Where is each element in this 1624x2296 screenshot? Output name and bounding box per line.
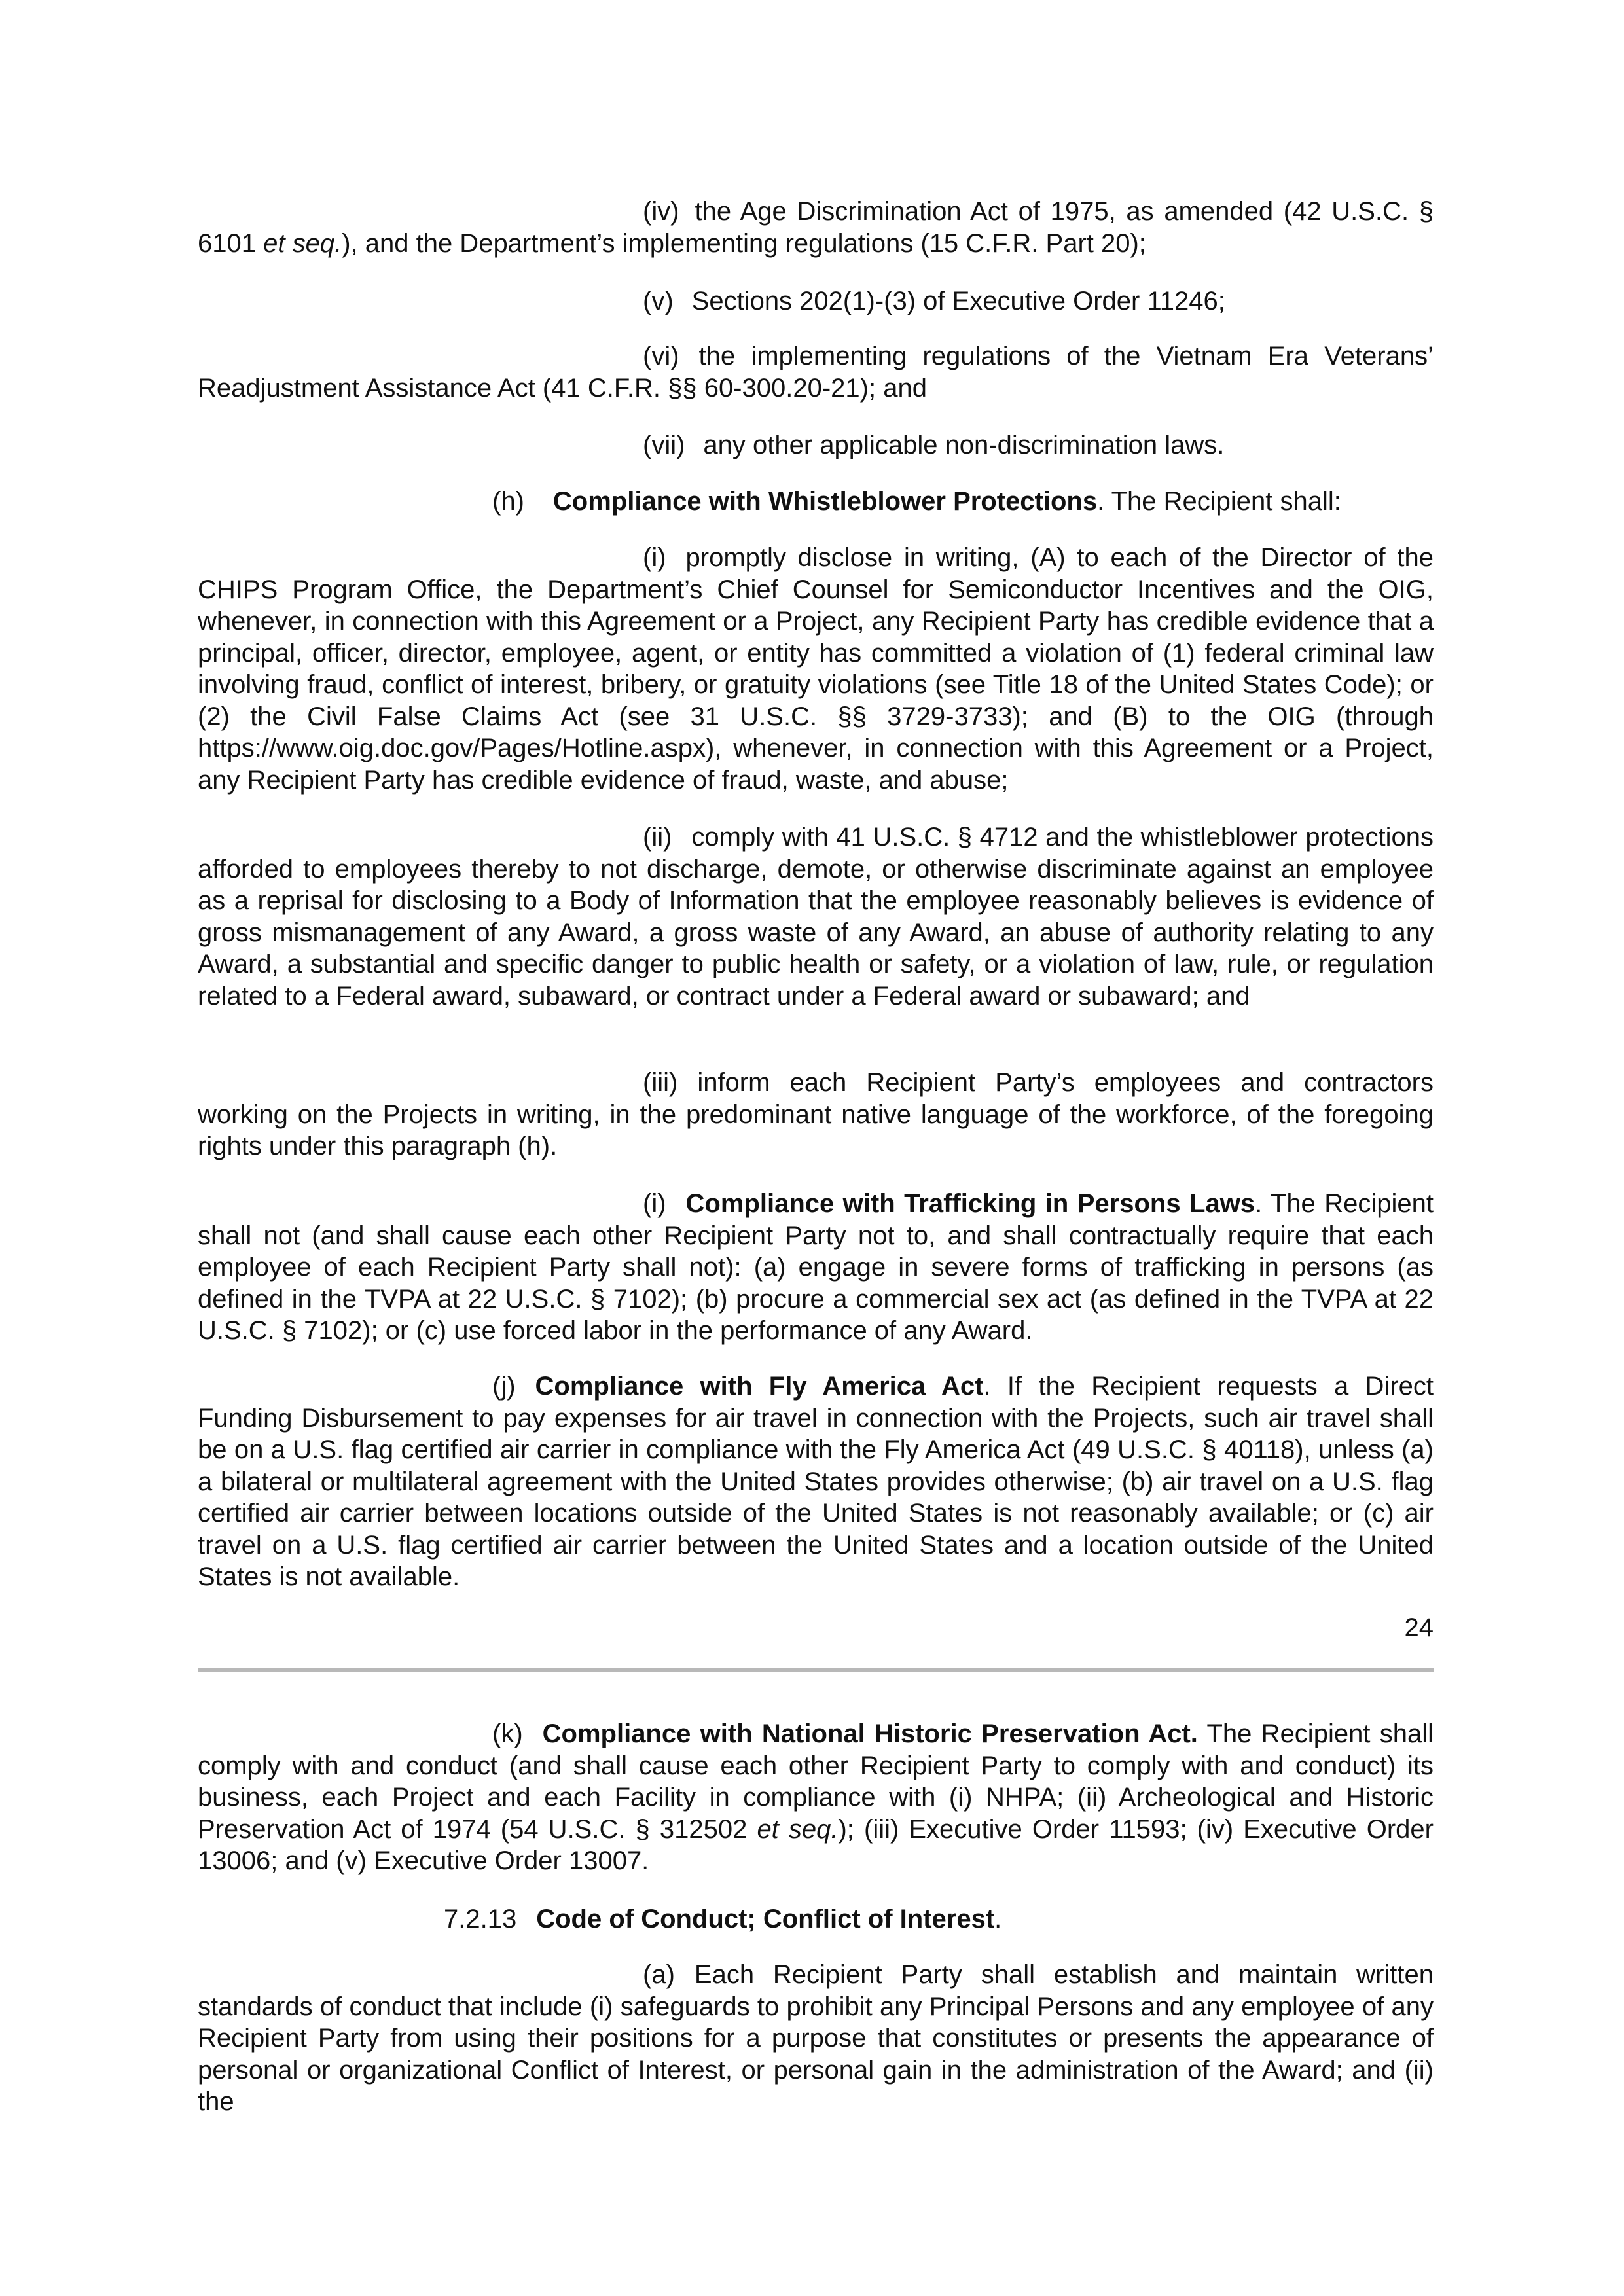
- paragraph-vi: [198, 340, 1434, 404]
- paragraph-h-i: [198, 542, 1434, 796]
- clause-number: (v): [643, 287, 674, 315]
- section-heading: Compliance with National Historic Preservation Act.: [542, 1719, 1198, 1748]
- section-heading: Code of Conduct; Conflict of Interest: [536, 1905, 995, 1933]
- page-divider: [198, 1668, 1434, 1672]
- clause-text: ); (iii) Executive Order 11593; (iv) Executive Order 13006; and (v) Executive Order 13007.: [198, 1814, 1434, 1875]
- clause-text: . If the Recipient requests a Direct Funding Disbursement to pay expenses for air travel in connection with the Projects, such air travel shall be on a U.S. flag certified air carrier in compliance with the Fly America Act (49 U.S.C. § 40118), unless (a) a bilateral or multilateral agreement with the United States provides otherwise; (b) air travel on a U.S. flag certified air carrier between locations outside of the United States is not reasonably available; or (c) air travel on a U.S. flag certified air carrier between the United States and a location outside of the United States is not available.: [198, 1372, 1434, 1591]
- clause-text: comply with 41 U.S.C. § 4712 and the whistleblower protections afforded to employees thereby to not discharge, demote, or otherwise discriminate against an employee as a reprisal for disclosing to a Body of Information that the employee reasonably believes is evidence of gross mismanagement of any Award, a gross waste of any Award, an abuse of authority relating to any Award, a substantial and specific danger to public health or safety, or a violation of law, rule, or regulation related to a Federal award, subaward, or contract under a Federal award or subaward; and: [198, 823, 1434, 1011]
- clause-text: promptly disclose in writing, (A) to each of the Director of the CHIPS Program Office, the Department’s Chief Counsel for Semiconductor Incentives and the OIG, whenever, in connection with this Agreement or a Project, any Recipient Party has credible evidence that a principal, officer, director, employee, agent, or entity has committed a violation of (1) federal criminal law involving fraud, conflict of interest, bribery, or gratuity violations (see Title 18 of the United States Code); or (2) the Civil False Claims Act (see 31 U.S.C. §§ 3729-3733); and (B) to the OIG (through https://www.oig.doc.gov/Pages/Hotline.aspx), whenever, in connection with this Agreement or a Project, any Recipient Party has credible evidence of fraud, waste, and abuse;: [198, 543, 1434, 795]
- section-7-2-13: [444, 1903, 1001, 1935]
- paragraph-h-ii: [198, 821, 1434, 1012]
- clause-text: . The Recipient shall not (and shall cause each other Recipient Party not to, and shall contractually require that each employee of each Recipient Party shall not): (a) engage in severe forms of trafficking in persons (as defined in the TVPA at 22 U.S.C. § 7102); (b) procure a commercial sex act (as defined in the TVPA at 22 U.S.C. § 7102); or (c) use forced labor in the performance of any Award.: [198, 1189, 1434, 1345]
- clause-number: (i): [643, 543, 666, 572]
- clause-number: (vi): [643, 342, 679, 370]
- clause-text: ), and the Department’s implementing regulations (15 C.F.R. Part 20);: [342, 228, 1146, 258]
- italic-text: et seq.: [263, 228, 342, 258]
- clause-text: . The Recipient shall:: [1097, 487, 1341, 516]
- paragraph-a: [198, 1959, 1434, 2118]
- clause-text: The Recipient shall comply with and conduct (and shall cause each other Recipient Party to comply with and conduct) its business, each Project and each Facility in compliance with (i) NHPA; (ii) Archeological and Historic Preservation Act of 1974 (54 U.S.C. § 312502: [198, 1719, 1434, 1844]
- clause-text: the Age Discrimination Act of 1975, as amended (42 U.S.C. § 6101: [198, 197, 1434, 258]
- paragraph-j: [198, 1371, 1434, 1593]
- section-heading: Compliance with Fly America Act: [535, 1372, 984, 1401]
- clause-number: (iv): [643, 197, 679, 226]
- paragraph-h-iii: [198, 1067, 1434, 1162]
- page-number: 24: [1404, 1613, 1434, 1642]
- clause-text: inform each Recipient Party’s employees and contractors working on the Projects in writing, in the predominant native language of the workforce, of the foregoing rights under this paragraph (h).: [198, 1068, 1434, 1160]
- clause-text: .: [994, 1905, 1002, 1933]
- clause-number: (ii): [643, 823, 672, 852]
- clause-text: Each Recipient Party shall establish and maintain written standards of conduct that include (i) safeguards to prohibit any Principal Persons and any employee of any Recipient Party from using their positions for a purpose that constitutes or presents the appearance of personal or organizational Conflict of Interest, or personal gain in the administration of the Award; and (ii) the: [198, 1960, 1434, 2116]
- paragraph-i: [198, 1188, 1434, 1347]
- clause-text: the implementing regulations of the Vietnam Era Veterans’ Readjustment Assistance Act (41 C.F.R. §§ 60-300.20-21); and: [198, 342, 1434, 403]
- clause-number: (iii): [643, 1068, 678, 1097]
- clause-text: any other applicable non-discrimination laws.: [703, 431, 1225, 459]
- clause-number: (h): [492, 487, 524, 516]
- section-heading: Compliance with Whistleblower Protections: [552, 487, 1098, 516]
- section-number: 7.2.13: [444, 1905, 517, 1933]
- paragraph-iv: [198, 196, 1434, 259]
- clause-number: (i): [643, 1189, 666, 1218]
- clause-text: Sections 202(1)-(3) of Executive Order 11246;: [691, 287, 1225, 315]
- clause-number: (a): [643, 1960, 675, 1989]
- clause-number: (k): [492, 1719, 523, 1748]
- clause-number: (j): [492, 1372, 516, 1401]
- paragraph-v: [643, 285, 1225, 317]
- section-heading: Compliance with Trafficking in Persons Laws: [685, 1189, 1255, 1218]
- clause-number: (vii): [643, 431, 685, 459]
- paragraph-k: [198, 1718, 1434, 1877]
- paragraph-h: [492, 486, 1341, 518]
- paragraph-vii: [643, 429, 1224, 461]
- italic-text: et seq.: [757, 1814, 839, 1844]
